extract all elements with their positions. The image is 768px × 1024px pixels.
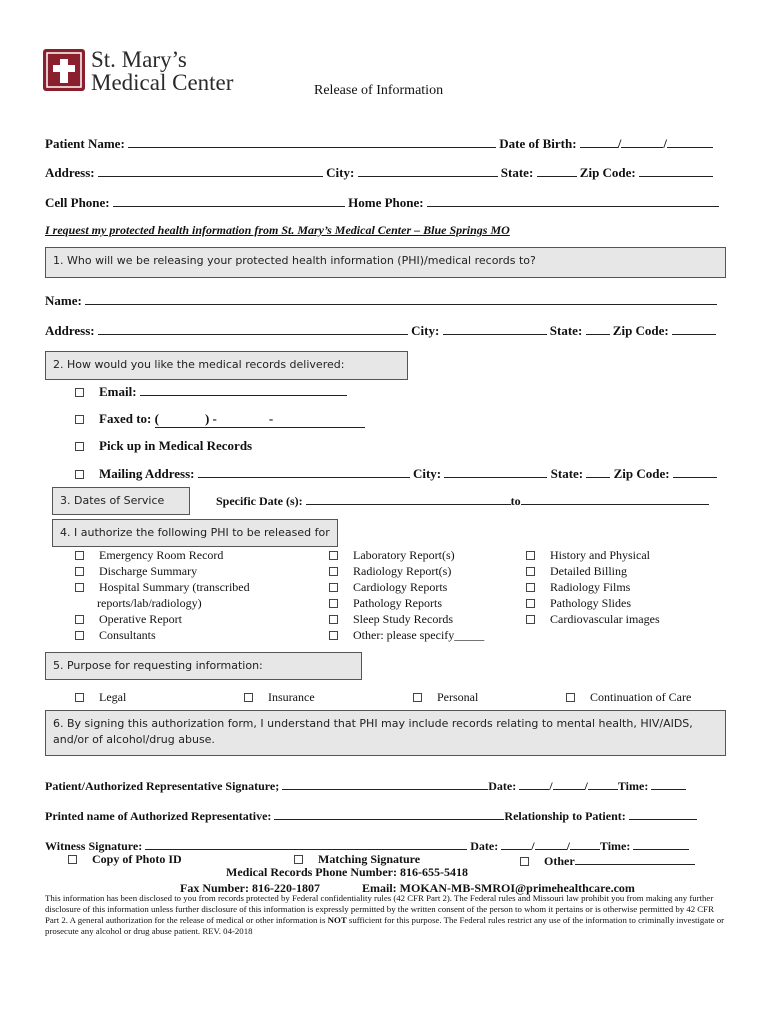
sig-date-day[interactable] [553,777,585,790]
checkbox[interactable] [75,583,84,592]
witness-signature-field[interactable] [145,837,467,850]
section6-statement: 6. By signing this authorization form, I understand that PHI may include records relating to mental health, HIV/AIDS, and/or of alcohol/drug abuse. [45,710,726,756]
section3-label: 3. Dates of Service [52,487,190,515]
mailing-zip-field[interactable] [673,465,717,478]
patient-signature-field[interactable] [282,777,488,790]
checkbox[interactable] [329,599,338,608]
printed-name-field[interactable] [274,807,504,820]
recipient-address-field[interactable] [98,322,408,335]
organization-name: St. Mary’s Medical Center [91,47,234,95]
witness-signature-row: Witness Signature: Date: / / Time: [45,837,689,854]
delivery-fax-field[interactable]: ( ) - - [155,411,365,428]
other-verify-field[interactable] [575,852,695,865]
delivery-mail-option: Mailing Address: City: State: Zip Code: [75,465,717,482]
checkbox[interactable] [520,857,529,866]
dob-month-field[interactable] [580,135,618,148]
relationship-field[interactable] [629,807,697,820]
phi-option[interactable]: Radiology Report(s) [329,563,484,579]
patient-city-field[interactable] [358,164,498,177]
phi-option[interactable]: Pathology Slides [526,595,660,611]
witness-date-month[interactable] [501,837,531,850]
recipient-state-field[interactable] [586,322,610,335]
checkbox[interactable] [526,551,535,560]
patient-address-row: Address: City: State: Zip Code: [45,164,713,181]
sig-time-field[interactable] [651,777,686,790]
patient-signature-row: Patient/Authorized Representative Signature; Date: / / Time: [45,777,686,794]
phi-option[interactable]: Emergency Room Record [75,547,250,563]
section5-label: 5. Purpose for requesting information: [45,652,362,680]
fax-checkbox[interactable] [75,415,84,424]
mailing-address-field[interactable] [198,465,410,478]
phi-option[interactable]: Operative Report [75,611,250,627]
phi-option[interactable]: Detailed Billing [526,563,660,579]
patient-phone-row: Cell Phone: Home Phone: [45,194,719,211]
mail-checkbox[interactable] [75,470,84,479]
witness-date-day[interactable] [535,837,567,850]
checkbox[interactable] [329,615,338,624]
dates-of-service-row: Specific Date (s): to [216,492,709,509]
records-fax: Fax Number: 816-220-1807 [180,881,320,895]
recipient-name-row: Name: [45,292,717,309]
patient-state-field[interactable] [537,164,577,177]
phi-option[interactable]: Discharge Summary [75,563,250,579]
phi-option-continued: reports/lab/radiology) [97,596,202,610]
patient-name-field[interactable] [128,135,496,148]
phi-column-2 [329,547,484,643]
section4-label: 4. I authorize the following PHI to be released for [52,519,338,547]
checkbox[interactable] [75,615,84,624]
checkbox[interactable] [526,567,535,576]
purpose-legal[interactable]: Legal [75,690,126,705]
checkbox[interactable] [413,693,422,702]
checkbox[interactable] [75,693,84,702]
checkbox[interactable] [68,855,77,864]
mailing-state-field[interactable] [586,465,610,478]
checkbox[interactable] [244,693,253,702]
checkbox[interactable] [75,567,84,576]
request-statement: I request my protected health information from St. Mary’s Medical Center – Blue Springs MO [45,223,510,237]
patient-name-row: Patient Name: Date of Birth: / / [45,135,713,152]
checkbox[interactable] [294,855,303,864]
recipient-zip-field[interactable] [672,322,716,335]
delivery-fax-option: Faxed to: ( ) - - [75,411,365,428]
patient-address-field[interactable] [98,164,323,177]
phi-column-3 [526,547,660,627]
verify-other[interactable]: Other [520,852,695,869]
delivery-pickup-option: Pick up in Medical Records [75,438,252,454]
checkbox[interactable] [75,551,84,560]
checkbox[interactable] [526,583,535,592]
purpose-continuation[interactable]: Continuation of Care [566,690,691,705]
checkbox[interactable] [329,551,338,560]
phi-option[interactable]: Consultants [75,627,250,643]
purpose-personal[interactable]: Personal [413,690,478,705]
phi-option[interactable]: Radiology Films [526,579,660,595]
date-to-field[interactable] [521,492,709,505]
verify-photo-id[interactable]: Copy of Photo ID [68,852,182,867]
delivery-email-option: Email: [75,383,347,400]
checkbox[interactable] [566,693,575,702]
witness-time-field[interactable] [633,837,689,850]
records-email: Email: MOKAN-MB-SMROI@primehealthcare.com [362,881,635,895]
dob-day-field[interactable] [621,135,663,148]
recipient-name-field[interactable] [85,292,717,305]
checkbox[interactable] [329,631,338,640]
records-phone: Medical Records Phone Number: 816-655-5418 [226,865,468,879]
phi-option[interactable]: Other: please specify_____ [329,627,484,643]
witness-date-year[interactable] [570,837,600,850]
checkbox[interactable] [329,567,338,576]
phi-option[interactable]: History and Physical [526,547,660,563]
section1-question: 1. Who will we be releasing your protected health information (PHI)/medical records to? [45,247,726,278]
checkbox[interactable] [526,599,535,608]
phi-column-1 [75,547,250,643]
printed-name-row: Printed name of Authorized Representative: Relationship to Patient: [45,807,697,824]
home-phone-field[interactable] [427,194,719,207]
date-from-field[interactable] [306,492,511,505]
sig-date-year[interactable] [588,777,618,790]
email-checkbox[interactable] [75,388,84,397]
sig-date-month[interactable] [519,777,549,790]
purpose-insurance[interactable]: Insurance [244,690,315,705]
cell-phone-field[interactable] [113,194,345,207]
verify-signature[interactable]: Matching Signature [294,852,420,867]
logo-icon [43,49,85,91]
checkbox[interactable] [526,615,535,624]
patient-zip-field[interactable] [639,164,713,177]
phi-option[interactable]: Hospital Summary (transcribed [75,579,250,595]
phi-option[interactable]: Pathology Reports [329,595,484,611]
dob-year-field[interactable] [667,135,713,148]
form-title: Release of Information [314,83,444,98]
phi-option[interactable]: Cardiovascular images [526,611,660,627]
section2-question: 2. How would you like the medical records delivered: [45,351,408,380]
checkbox[interactable] [329,583,338,592]
delivery-email-field[interactable] [140,383,347,396]
recipient-address-row: Address: City: State: Zip Code: [45,322,716,339]
checkbox[interactable] [75,631,84,640]
mailing-city-field[interactable] [444,465,547,478]
recipient-city-field[interactable] [443,322,547,335]
pickup-checkbox[interactable] [75,442,84,451]
confidentiality-notice: This information has been disclosed to you from records protected by Federal confidentiality rules (42 CFR Part 2). The Federal rules and Missouri law prohibit you from making any further disclosure of this information unless further disclosure of this information is expressly permitted by the written consent of the person to whom it pertains or is otherwise permitted by 42 CFR Part 2. A general authorization for the release of medical or other information is NOT sufficient for this purpose. The Federal rules restrict any use of the information to criminally investigate or prosecute any alcohol or drug abuse patient. REV. 04-2018 [45,893,725,936]
phi-option[interactable]: Sleep Study Records [329,611,484,627]
phi-option[interactable]: Cardiology Reports [329,579,484,595]
phi-option[interactable]: Laboratory Report(s) [329,547,484,563]
